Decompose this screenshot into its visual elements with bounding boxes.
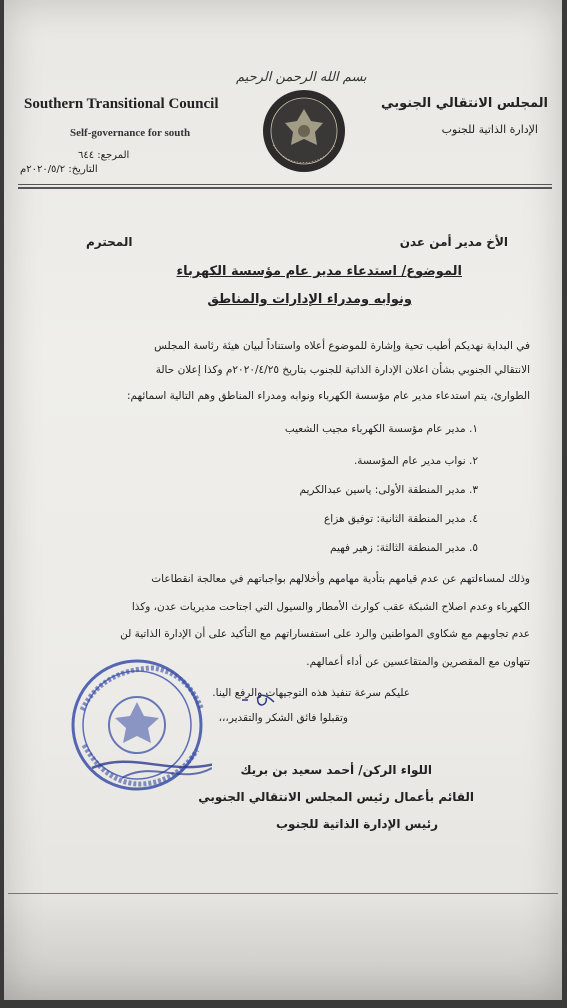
list-item: ٤. مدير المنطقة الثانية: توفيق هزاع — [324, 513, 478, 525]
council-name-en: Southern Transitional Council — [24, 96, 219, 112]
list-item: ١. مدير عام مؤسسة الكهرباء مجيب الشعيب — [284, 423, 478, 435]
signatory-role: رئيس الإدارة الذاتية للجنوب — [276, 817, 438, 831]
list-item: ٢. نواب مدير عام المؤسسة. — [353, 455, 478, 467]
letter-paper — [4, 0, 562, 1000]
letter-date: التاريخ: ٢٠٢٠/٥/٢م — [20, 164, 98, 175]
signatory-name: اللواء الركن/ أحمد سعيد بن بريك — [240, 763, 432, 777]
basmala: بسم الله الرحمن الرحيم — [236, 70, 367, 85]
official-stamp-seal — [62, 650, 212, 800]
paragraph-2-line-3: عدم تجاوبهم مع شكاوى المواطنين والرد على استفساراتهم مع التأكيد على أن الإدارة الذاتية لن — [120, 628, 530, 640]
list-item: ٥. مدير المنطقة الثالثة: زهير فهيم — [329, 542, 478, 554]
paragraph-2-line-2: الكهرباء وعدم اصلاح الشبكة عقب كوارث الأمطار والسيول التي اجتاحت مديريات عدن، وكذا — [131, 601, 530, 613]
council-emblem-logo — [259, 87, 349, 175]
council-name-ar: المجلس الانتقالي الجنوبي — [381, 96, 548, 111]
handwritten-mark — [234, 690, 284, 710]
footer-divider — [8, 893, 558, 894]
header-divider — [18, 184, 552, 185]
closing-regards: وتقبلوا فائق الشكر والتقدير،،، — [218, 712, 348, 724]
signatory-title: القائم بأعمال رئيس المجلس الانتقالي الجنوبي — [198, 790, 474, 804]
council-subtitle-ar: الإدارة الذاتية للجنوب — [441, 123, 538, 136]
paragraph-2-line-1: وذلك لمساءلتهم عن عدم قيامهم بتأدية مهامهم وأخلالهم بواجباتهم في معالجة انقطاعات — [151, 573, 530, 585]
reference-number: المرجع: ٦٤٤ — [78, 150, 130, 161]
paragraph-2-line-4: تتهاون مع المقصرين والمتقاعسين عن أداء أعمالهم. — [306, 656, 530, 668]
addressee: الأخ مدير أمن عدن — [399, 235, 508, 249]
honorific: المحترم — [86, 235, 133, 249]
subject-line-1: الموضوع/ استدعاء مدير عام مؤسسة الكهرباء — [176, 264, 462, 279]
subject-line-2: ونوابه ومدراء الإدارات والمناطق — [207, 292, 412, 307]
council-subtitle-en: Self-governance for south — [70, 127, 191, 139]
paragraph-1-line-1: في البداية نهديكم أطيب تحية وإشارة للموضوع أعلاه واستناداً لبيان هيئة رئاسة المجلس — [154, 340, 530, 352]
closing-instruction: عليكم سرعة تنفيذ هذه التوجيهات والرفع الينا. — [212, 687, 410, 699]
list-item: ٣. مدير المنطقة الأولى: ياسين عبدالكريم — [299, 484, 478, 496]
paragraph-1-line-2: الانتقالي الجنوبي بشأن اعلان الإدارة الذاتية للجنوب بتاريخ ٢٠٢٠/٤/٢٥م وكذا إعلان حالة — [155, 364, 530, 376]
header-divider-double — [18, 187, 552, 189]
paragraph-1-line-3: الطوارئ، يتم استدعاء مدير عام مؤسسة الكهرباء ونوابه ومدراء المناطق وهم التالية اسمائهم: — [127, 390, 530, 402]
